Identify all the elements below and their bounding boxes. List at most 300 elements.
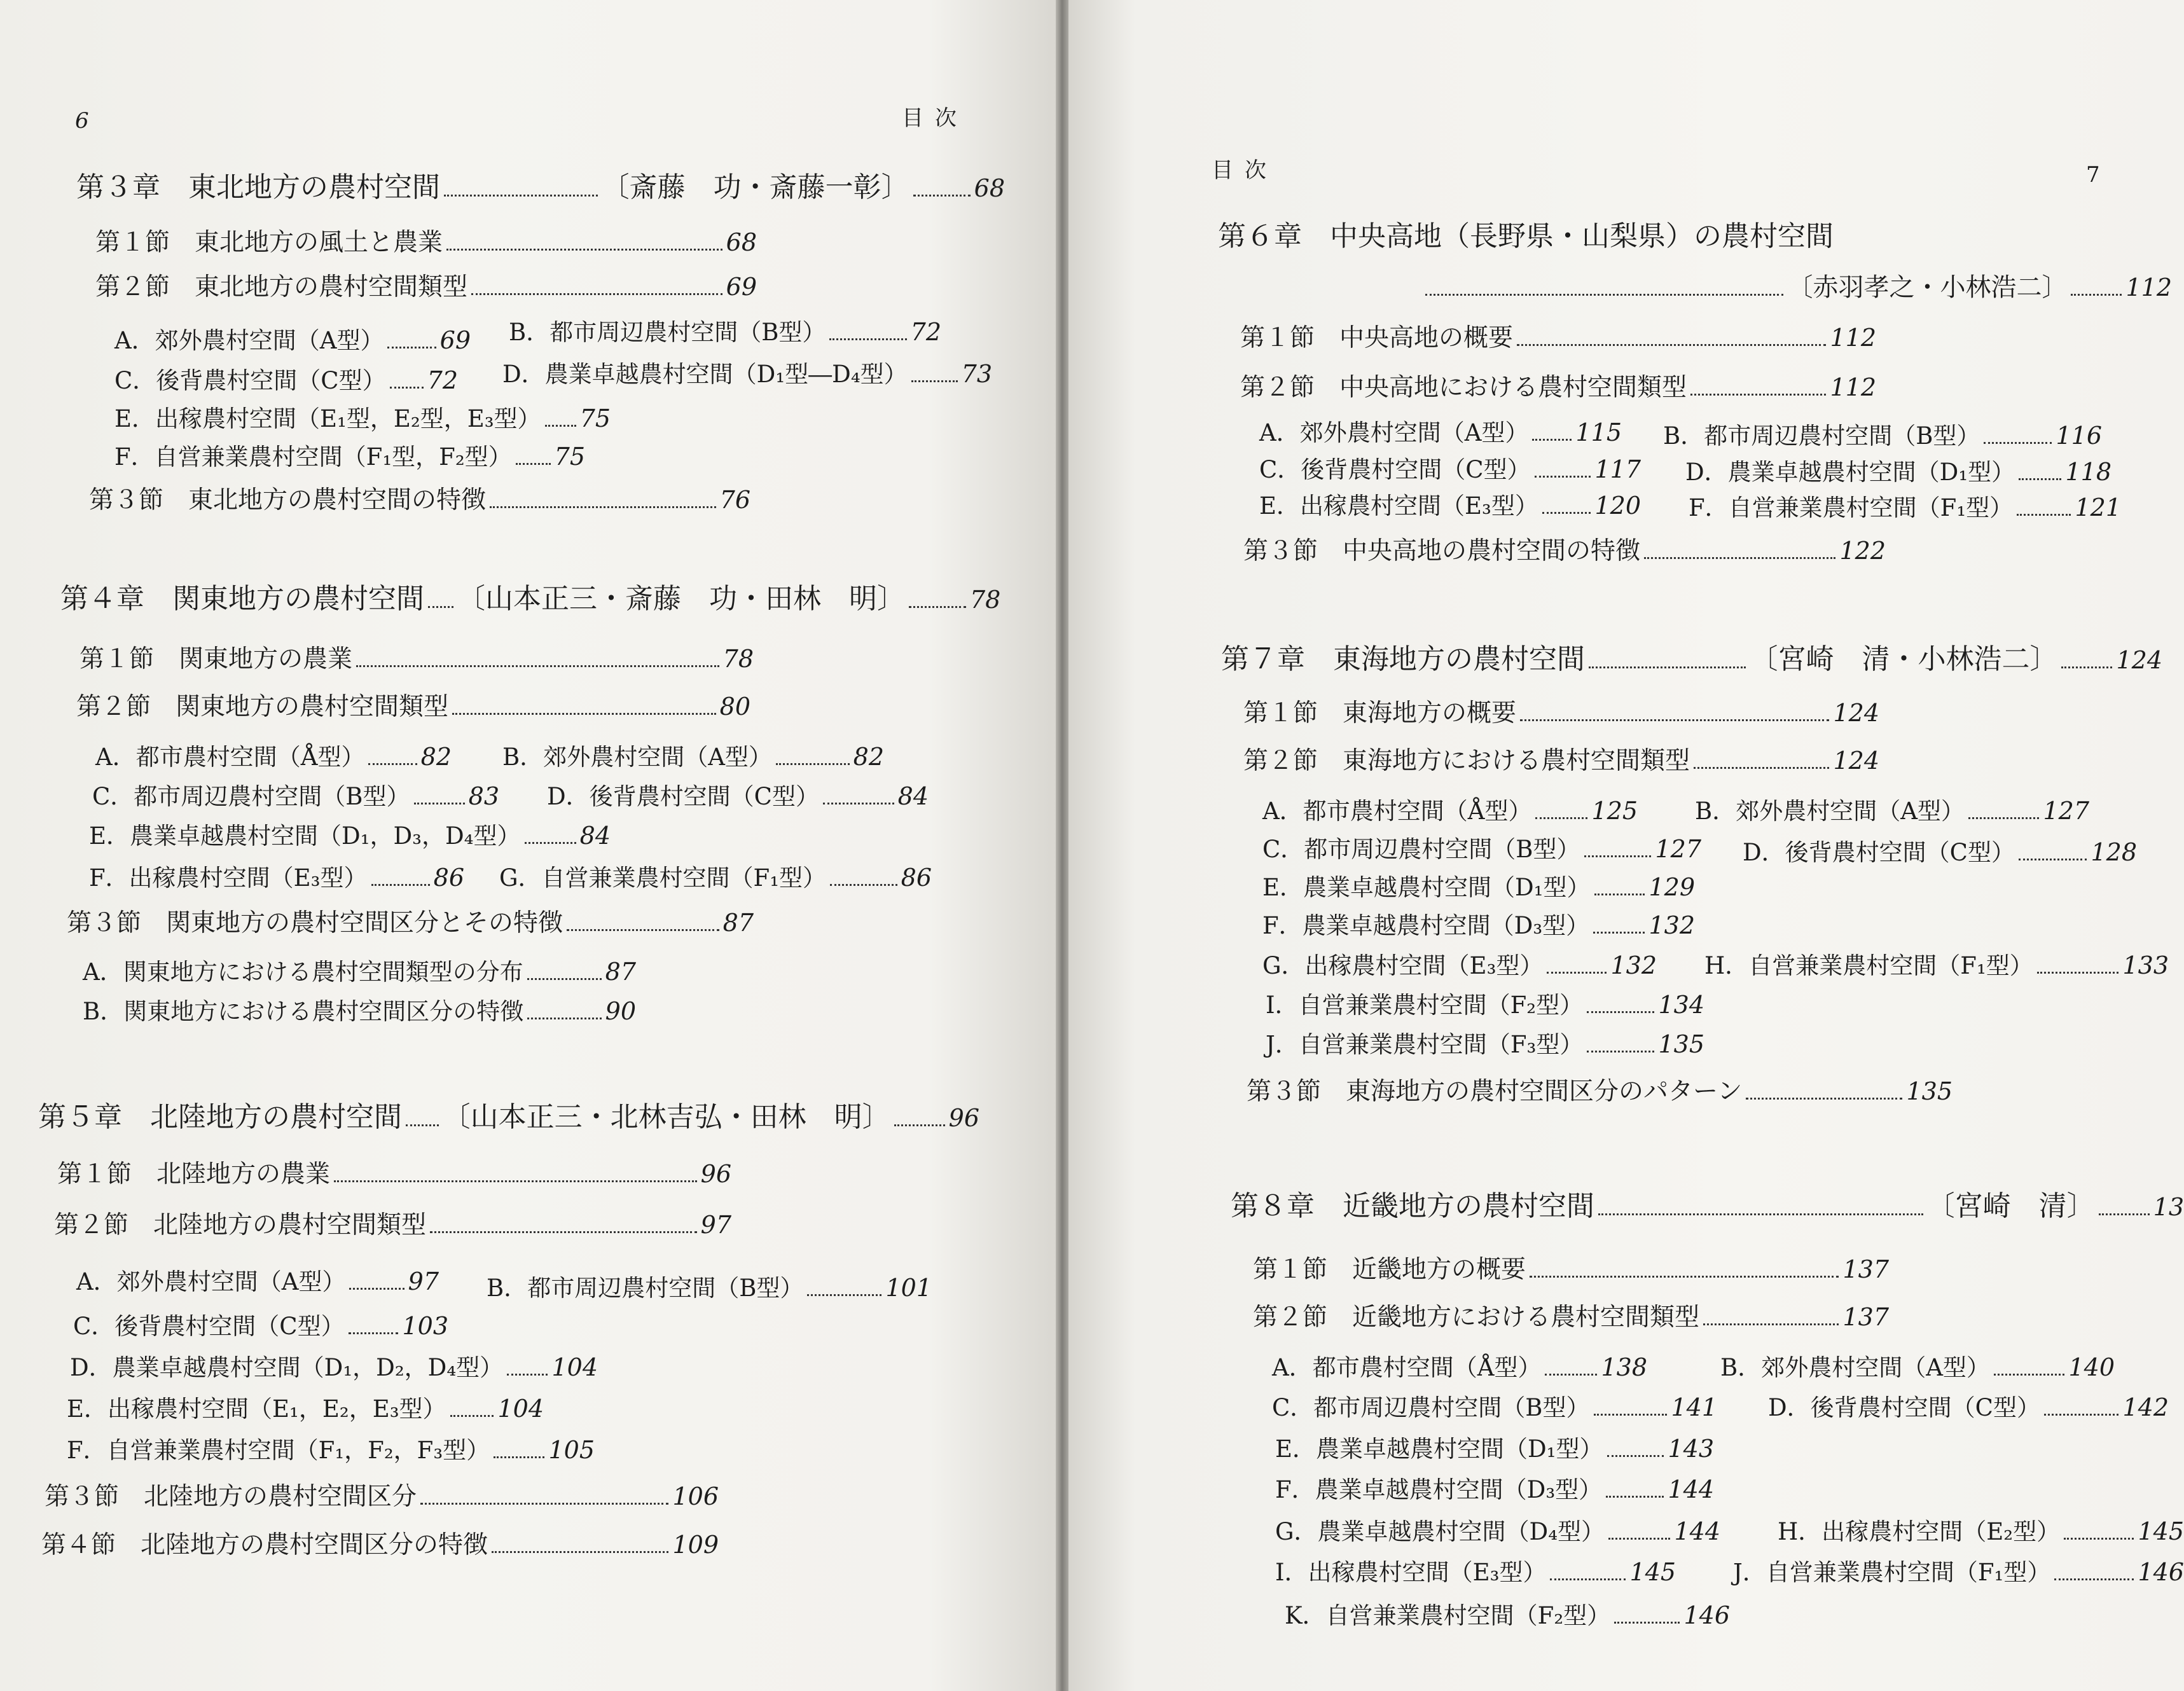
leader-dots	[2017, 514, 2071, 516]
leader-dots	[2071, 294, 2122, 296]
toc-item	[1275, 1512, 1720, 1547]
toc-item	[1266, 986, 1704, 1020]
running-head: 目次	[902, 106, 968, 131]
leader-dots	[1644, 557, 1835, 559]
toc-section	[1243, 741, 1879, 776]
toc-page: 76	[719, 486, 750, 514]
page-number: 6	[75, 108, 89, 134]
toc-entry-text: 第１節 北陸地方の農業	[57, 1160, 331, 1189]
leader-dots	[450, 1415, 494, 1417]
toc-entry-text: B．郊外農村空間（A型）	[1720, 1354, 1990, 1381]
toc-item	[1262, 830, 1701, 864]
book-gutter	[1056, 0, 1068, 1691]
toc-section	[57, 1154, 731, 1190]
toc-item	[502, 738, 884, 772]
toc-page: 104	[551, 1353, 598, 1381]
toc-item	[1262, 906, 1695, 941]
toc-page: 86	[433, 864, 464, 892]
leader-dots	[1545, 1374, 1597, 1376]
leader-dots	[471, 293, 722, 295]
toc-entry-text: B．都市周辺農村空間（B型）	[509, 319, 826, 346]
toc-page: 145	[2138, 1517, 2184, 1545]
toc-page: 68	[726, 228, 757, 256]
leader-dots	[349, 1332, 399, 1334]
toc-section	[76, 687, 750, 722]
toc-item	[1272, 1388, 1717, 1423]
toc-page: 96	[700, 1160, 731, 1188]
toc-section	[1253, 1250, 1889, 1285]
leader-dots	[490, 506, 716, 508]
leader-dots	[2019, 859, 2087, 860]
toc-entry-text: E．出稼農村空間（E₁，E₂，E₃型）	[67, 1395, 446, 1423]
toc-entry-text: A．関東地方における農村空間類型の分布	[83, 958, 523, 986]
toc-page: 69	[439, 326, 471, 354]
toc-page: 134	[1658, 991, 1704, 1019]
toc-page: 144	[1674, 1517, 1720, 1545]
leader-dots	[1550, 1578, 1626, 1580]
leader-dots	[2061, 666, 2112, 668]
toc-entry-text: K．自営兼業農村空間（F₂型）	[1285, 1602, 1611, 1629]
leader-dots	[1746, 1098, 1902, 1100]
toc-entry-text: A．郊外農村空間（A型）	[1259, 419, 1529, 446]
toc-page: 109	[672, 1531, 719, 1559]
leader-dots	[349, 1288, 404, 1290]
toc-item	[67, 1431, 595, 1465]
leader-dots	[1608, 1538, 1670, 1540]
toc-page: 68	[974, 174, 1005, 202]
leader-dots	[2037, 972, 2119, 974]
leader-dots	[1607, 1455, 1664, 1457]
leader-dots	[1532, 439, 1572, 441]
leader-dots	[356, 665, 719, 667]
toc-page: 84	[579, 822, 611, 850]
leader-dots	[567, 929, 719, 931]
toc-section	[95, 223, 757, 258]
toc-page: 75	[554, 443, 585, 471]
toc-page: 124	[2116, 646, 2162, 674]
toc-item	[1704, 946, 2169, 981]
toc-section	[1240, 368, 1876, 403]
toc-page: 118	[2065, 458, 2111, 486]
toc-section	[54, 1205, 731, 1241]
leader-dots	[406, 1124, 439, 1126]
toc-section	[95, 267, 757, 303]
leader-dots	[452, 713, 716, 715]
leader-dots	[913, 195, 971, 197]
toc-page: 75	[579, 404, 611, 432]
toc-entry-text: I．出稼農村空間（E₃型）	[1275, 1559, 1547, 1586]
toc-entry-text: B．郊外農村空間（A型）	[502, 743, 772, 771]
toc-entry-text: 第１節 中央高地の概要	[1240, 324, 1514, 352]
leader-dots	[2019, 478, 2061, 480]
toc-entry-text: F．自営兼業農村空間（F₁，F₂，F₃型）	[67, 1437, 490, 1464]
toc-item	[509, 313, 941, 347]
toc-entry-text: 第３節 中央高地の農村空間の特徴	[1243, 537, 1641, 565]
leader-dots	[1598, 1213, 1923, 1215]
toc-chapter-author-line	[1421, 267, 2172, 303]
toc-page: 72	[427, 366, 458, 394]
leader-dots	[1614, 1622, 1680, 1624]
leader-dots	[1517, 344, 1826, 346]
toc-entry-text: F．自営兼業農村空間（F₁型）	[1689, 494, 2014, 521]
toc-entry-text: D．農業卓越農村空間（D₁型―D₄型）	[502, 361, 908, 388]
toc-page: 133	[2122, 951, 2169, 979]
toc-page: 122	[1839, 537, 1886, 565]
toc-author: 〔宮崎 清〕	[1926, 1190, 2095, 1222]
toc-page: 83	[468, 782, 499, 810]
toc-page: 84	[897, 782, 929, 810]
toc-page: 142	[2122, 1393, 2169, 1421]
toc-item	[1275, 1470, 1714, 1505]
leader-dots	[2064, 1538, 2134, 1540]
toc-page: 78	[722, 645, 754, 673]
toc-page: 82	[420, 743, 452, 771]
toc-page: 145	[1629, 1558, 1676, 1586]
toc-section	[67, 903, 754, 939]
toc-chapter	[76, 164, 1005, 205]
toc-item	[1275, 1553, 1676, 1587]
leader-dots	[1542, 512, 1591, 514]
toc-item	[1259, 450, 1641, 485]
toc-entry-text: 第３節 北陸地方の農村空間区分	[45, 1482, 417, 1511]
toc-entry-text: 第３節 関東地方の農村空間区分とその特徴	[67, 909, 563, 937]
toc-page: 112	[1830, 373, 1876, 401]
toc-item	[1685, 453, 2111, 487]
toc-entry-text: 第２節 東北地方の農村空間類型	[95, 273, 468, 301]
toc-item	[83, 992, 636, 1026]
leader-dots	[1584, 855, 1652, 857]
toc-item	[73, 1307, 448, 1341]
toc-page: 13	[2153, 1193, 2184, 1221]
running-head: 目次	[1212, 158, 1278, 183]
leader-dots	[1530, 1276, 1839, 1278]
toc-item	[83, 953, 636, 987]
toc-entry-text: C．後背農村空間（C型）	[114, 367, 386, 394]
toc-author: 〔宮崎 清・小林浩二〕	[1750, 643, 2058, 675]
toc-chapter	[1231, 1183, 2184, 1224]
toc-page: 106	[672, 1482, 719, 1510]
toc-entry-text: H．出稼農村空間（E₂型）	[1778, 1518, 2061, 1545]
toc-section	[41, 1525, 719, 1561]
toc-entry-text: J．自営兼業農村空間（F₃型）	[1266, 1031, 1584, 1058]
toc-entry-text: A．郊外農村空間（A型）	[114, 327, 384, 354]
leader-dots	[909, 606, 966, 608]
leader-dots	[1994, 1374, 2065, 1376]
toc-page: 137	[1842, 1255, 1889, 1283]
toc-item	[89, 859, 464, 893]
toc-entry-text: D．農業卓越農村空間（D₁，D₂，D₄型）	[70, 1354, 504, 1381]
toc-entry-text: D．農業卓越農村空間（D₁型）	[1685, 459, 2015, 486]
toc-entry-text: G．出稼農村空間（E₃型）	[1262, 952, 1544, 979]
leader-dots	[2054, 1578, 2134, 1580]
toc-page: 87	[605, 958, 636, 986]
toc-page: 80	[719, 693, 750, 721]
leader-dots	[390, 387, 424, 389]
toc-entry-text: 第８章 近畿地方の農村空間	[1231, 1190, 1594, 1222]
toc-page: 86	[901, 864, 932, 892]
leader-dots	[1594, 894, 1645, 895]
toc-section	[1243, 693, 1879, 729]
leader-dots	[830, 884, 897, 886]
toc-entry-text: G．農業卓越農村空間（D₄型）	[1275, 1518, 1605, 1545]
toc-author: 〔山本正三・北林吉弘・田林 明〕	[442, 1101, 890, 1133]
leader-dots	[368, 763, 417, 765]
leader-dots	[911, 380, 958, 382]
toc-entry-text: 第６章 中央高地（長野県・山梨県）の農村空間	[1218, 220, 1834, 252]
leader-dots	[1690, 394, 1826, 396]
toc-item	[1768, 1388, 2169, 1423]
toc-entry-text: 第３章 東北地方の農村空間	[76, 171, 440, 204]
toc-item	[1778, 1512, 2184, 1547]
toc-page: 124	[1833, 747, 1879, 775]
toc-page: 87	[722, 909, 754, 937]
toc-item	[499, 859, 932, 893]
toc-entry-text: E．出稼農村空間（E₁型，E₂型，E₃型）	[114, 405, 541, 432]
toc-entry-text: 第２節 関東地方の農村空間類型	[76, 693, 449, 721]
leader-dots	[1587, 1011, 1654, 1013]
toc-chapter	[1221, 636, 2162, 677]
toc-page: 138	[1601, 1353, 1647, 1381]
leader-dots	[1535, 476, 1591, 478]
toc-entry-text: 第７章 東海地方の農村空間	[1221, 643, 1585, 675]
leader-dots	[1589, 666, 1746, 668]
toc-entry-text: B．都市周辺農村空間（B型）	[487, 1274, 804, 1302]
toc-item	[487, 1269, 932, 1303]
toc-page: 135	[1906, 1077, 1952, 1105]
toc-item	[1743, 833, 2137, 867]
toc-page: 132	[1648, 911, 1695, 939]
toc-entry-text: H．自営兼業農村空間（F₁型）	[1704, 952, 2033, 979]
leader-dots	[1984, 442, 2052, 444]
toc-item	[114, 438, 585, 472]
leader-dots	[516, 463, 551, 465]
leader-dots	[494, 1456, 544, 1458]
toc-section	[1243, 531, 1886, 567]
toc-page: 96	[948, 1104, 979, 1132]
toc-item	[547, 777, 929, 811]
leader-dots	[371, 884, 430, 886]
toc-chapter	[1218, 213, 1834, 254]
leader-dots	[1535, 817, 1587, 819]
toc-page: 103	[402, 1312, 448, 1340]
leader-dots	[1968, 817, 2040, 819]
toc-page: 144	[1668, 1475, 1714, 1503]
toc-entry-text: 第１節 近畿地方の概要	[1253, 1255, 1526, 1284]
toc-entry-text: F．農業卓越農村空間（D₃型）	[1262, 912, 1590, 939]
toc-entry-text: F．農業卓越農村空間（D₃型）	[1275, 1476, 1603, 1503]
toc-entry-text: 第２節 近畿地方における農村空間類型	[1253, 1303, 1700, 1332]
toc-page: 72	[910, 318, 941, 346]
toc-page: 141	[1671, 1393, 1717, 1421]
toc-entry-text: C．後背農村空間（C型）	[73, 1313, 345, 1340]
toc-page: 117	[1594, 455, 1641, 483]
leader-dots	[829, 338, 906, 340]
leader-dots	[1520, 719, 1829, 721]
leader-dots	[894, 1124, 945, 1126]
toc-page: 140	[2068, 1353, 2115, 1381]
toc-page: 143	[1668, 1435, 1714, 1463]
toc-author: 〔斎藤 功・斎藤一彰〕	[601, 171, 909, 204]
toc-page: 127	[1655, 835, 1701, 863]
leader-dots	[1547, 972, 1607, 974]
right-page	[1068, 0, 2184, 1691]
toc-page: 116	[2056, 422, 2102, 450]
leader-dots	[527, 978, 602, 980]
toc-item	[114, 321, 471, 355]
toc-section	[1247, 1072, 1952, 1107]
toc-page: 132	[1610, 951, 1657, 979]
toc-entry-text: E．農業卓越農村空間（D₁型）	[1262, 874, 1591, 901]
toc-entry-text: 第４節 北陸地方の農村空間区分の特徴	[41, 1531, 488, 1559]
toc-item	[95, 738, 452, 772]
toc-page: 137	[1842, 1303, 1889, 1331]
toc-item	[1259, 487, 1641, 521]
toc-item	[1733, 1553, 2184, 1587]
toc-entry-text: B．関東地方における農村空間区分の特徴	[83, 998, 524, 1025]
toc-section	[1253, 1297, 1889, 1333]
toc-entry-text: B．都市周辺農村空間（B型）	[1663, 422, 1980, 450]
toc-page: 112	[2125, 273, 2172, 301]
toc-page: 97	[408, 1267, 439, 1295]
toc-entry-text: E．出稼農村空間（E₃型）	[1259, 492, 1538, 520]
leader-dots	[1703, 1323, 1839, 1325]
leader-dots	[807, 1294, 881, 1296]
toc-page: 128	[2091, 838, 2137, 866]
toc-entry-text: B．郊外農村空間（A型）	[1695, 797, 1965, 825]
toc-page: 105	[548, 1436, 595, 1464]
toc-page: 127	[2043, 797, 2089, 825]
leader-dots	[2099, 1213, 2150, 1215]
toc-item	[1262, 868, 1695, 902]
toc-page: 129	[1648, 873, 1695, 901]
toc-entry-text: 第２節 東海地方における農村空間類型	[1243, 747, 1690, 775]
toc-page: 124	[1833, 699, 1879, 727]
toc-item	[89, 817, 611, 851]
leader-dots	[414, 803, 465, 804]
toc-entry-text: 第１節 東北地方の風土と農業	[95, 228, 443, 257]
leader-dots	[334, 1180, 697, 1182]
toc-item	[114, 399, 611, 434]
toc-entry-text: 第１節 東海地方の概要	[1243, 699, 1517, 728]
toc-entry-text: G．自営兼業農村空間（F₁型）	[499, 864, 827, 892]
toc-entry-text: F．出稼農村空間（E₃型）	[89, 864, 368, 892]
toc-section	[79, 639, 754, 675]
toc-entry-text: 第５章 北陸地方の農村空間	[38, 1101, 402, 1133]
toc-entry-text: J．自営兼業農村空間（F₁型）	[1733, 1559, 2051, 1586]
toc-page: 97	[700, 1211, 731, 1239]
leader-dots	[387, 347, 436, 349]
toc-item	[1285, 1596, 1730, 1631]
leader-dots	[428, 606, 453, 608]
toc-item	[1259, 413, 1622, 448]
leader-dots	[525, 842, 576, 844]
toc-page: 101	[885, 1274, 932, 1302]
leader-dots	[1594, 1414, 1668, 1416]
leader-dots	[1694, 767, 1829, 769]
toc-entry-text: D．後背農村空間（C型）	[547, 783, 819, 810]
toc-page: 125	[1591, 797, 1638, 825]
toc-entry-text: I．自営兼業農村空間（F₂型）	[1266, 991, 1584, 1019]
leader-dots	[527, 1018, 601, 1019]
toc-page: 146	[2138, 1558, 2184, 1586]
leader-dots	[2044, 1414, 2118, 1416]
toc-page: 135	[1658, 1030, 1704, 1058]
leader-dots	[446, 249, 722, 251]
toc-item	[1262, 946, 1657, 981]
left-page	[0, 0, 1056, 1691]
toc-page: 120	[1594, 492, 1641, 520]
toc-chapter	[60, 576, 1001, 616]
toc-item	[502, 355, 992, 389]
leader-dots	[507, 1374, 548, 1376]
toc-item	[1266, 1025, 1704, 1059]
leader-dots	[823, 803, 894, 804]
toc-entry-text: 第１節 関東地方の農業	[79, 645, 353, 673]
toc-entry-text: E．農業卓越農村空間（D₁型）	[1275, 1435, 1603, 1463]
toc-section	[89, 480, 750, 516]
toc-entry-text: D．後背農村空間（C型）	[1768, 1394, 2040, 1421]
toc-item	[1663, 417, 2102, 451]
toc-item	[114, 361, 458, 396]
leader-dots	[420, 1503, 668, 1505]
toc-entry-text: C．都市周辺農村空間（B型）	[1262, 836, 1580, 863]
toc-entry-text: A．都市農村空間（Å型）	[95, 743, 365, 771]
toc-page: 78	[970, 586, 1001, 614]
toc-author: 〔赤羽孝之・小林浩二〕	[1787, 273, 2068, 302]
leader-dots	[1593, 932, 1645, 934]
leader-dots	[776, 763, 850, 765]
toc-author: 〔山本正三・斎藤 功・田林 明〕	[457, 583, 905, 615]
toc-page: 112	[1830, 324, 1876, 352]
page-number: 7	[2086, 162, 2100, 188]
toc-entry-text: 第３節 東海地方の農村空間区分のパターン	[1247, 1077, 1743, 1106]
toc-page: 115	[1575, 418, 1622, 446]
toc-entry-text: D．後背農村空間（C型）	[1743, 839, 2015, 866]
toc-item	[1689, 488, 2121, 523]
toc-entry-text: 第２節 北陸地方の農村空間類型	[54, 1211, 427, 1239]
toc-entry-text: F．自営兼業農村空間（F₁型，F₂型）	[114, 443, 512, 471]
toc-item	[1272, 1348, 1647, 1383]
toc-page: 146	[1683, 1601, 1730, 1629]
toc-item	[92, 777, 499, 811]
toc-item	[1695, 792, 2089, 826]
toc-page: 121	[2075, 493, 2121, 521]
leader-dots	[545, 425, 576, 427]
toc-item	[76, 1262, 439, 1297]
toc-entry-text: 第２節 中央高地における農村空間類型	[1240, 373, 1687, 402]
leader-dots	[430, 1231, 697, 1233]
toc-page: 90	[605, 997, 636, 1025]
toc-entry-text: 第３節 東北地方の農村空間の特徴	[89, 486, 487, 514]
toc-page: 73	[961, 360, 992, 388]
toc-section	[45, 1477, 719, 1512]
toc-page: 69	[726, 273, 757, 301]
leader-dots	[492, 1551, 668, 1553]
leader-dots	[444, 195, 598, 197]
toc-item	[1720, 1348, 2115, 1383]
toc-chapter	[38, 1094, 979, 1135]
toc-item	[1262, 792, 1638, 826]
toc-page: 104	[497, 1395, 544, 1423]
leader-dots	[1606, 1496, 1664, 1498]
toc-entry-text: 第４章 関東地方の農村空間	[60, 583, 424, 615]
toc-entry-text: A．都市農村空間（Å型）	[1272, 1354, 1542, 1381]
toc-entry-text: C．都市周辺農村空間（B型）	[92, 783, 410, 810]
toc-section	[1240, 318, 1876, 354]
toc-entry-text: A．郊外農村空間（A型）	[76, 1268, 346, 1295]
toc-page: 82	[853, 743, 884, 771]
toc-item	[70, 1348, 598, 1383]
